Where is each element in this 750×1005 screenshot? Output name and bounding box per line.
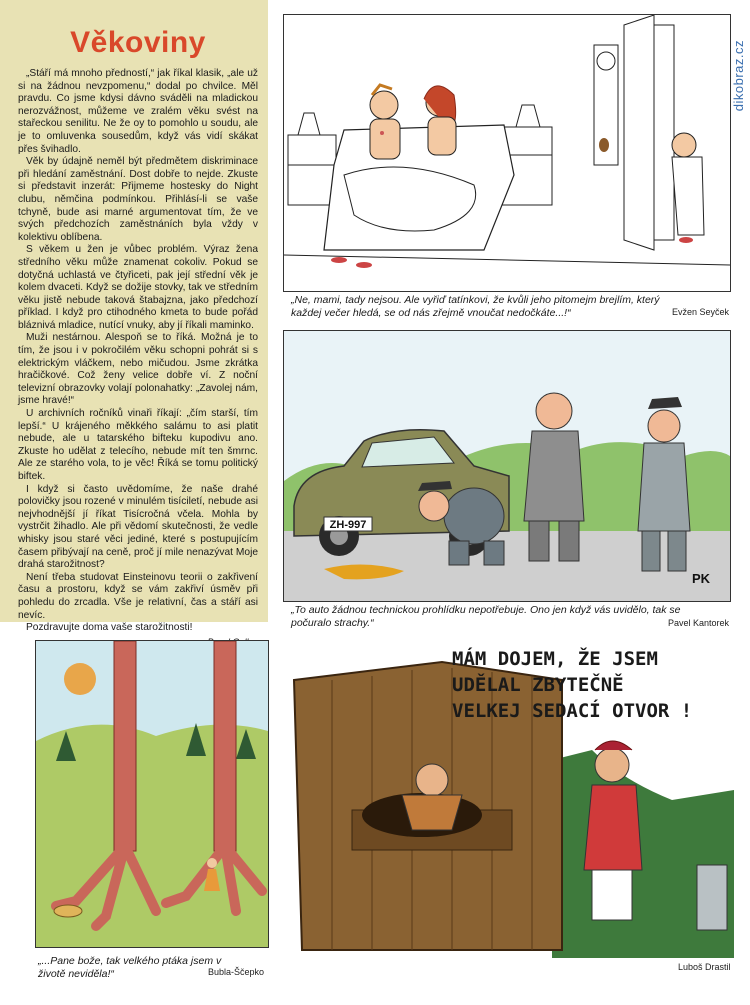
speech-line: VELKEJ SEDACÍ OTVOR ! — [452, 700, 693, 722]
cartoon-police-car — [283, 330, 731, 602]
speech-bubble — [452, 646, 734, 724]
bedroom-illustration — [284, 15, 730, 291]
article-title: Věkoviny — [70, 26, 206, 59]
cartoon-bedroom — [283, 14, 731, 292]
article-paragraph: Muži nestárnou. Alespoň se to říká. Možná je to tím, že jsou i v pokročilém věku schopni pohrát si s elektrickým vláčkem, nebo mičudou. Jsme zkrátka hračičkové. Což ženy velice dobře ví. Z noční televizní obrazovky volají polonahatky: „Zavolej nám, jsme hravé!“ — [18, 332, 258, 407]
article-paragraph: Věk by údajně neměl být předmětem diskriminace při hledání zaměstnání. Dost dobře to nejde. Zkuste si představit inzerát: Přijmeme hostesky do Night clubu, němčina podmínkou. Přihlásí-li se vaše tchyně, bude asi marné argumentovat tím, že ve svých předchozích zaměstnáních byla vždy v kolektivu oblíbena. — [18, 156, 258, 243]
cartoon-author: Evžen Seyček — [672, 307, 730, 317]
cartoon-bird-legs — [35, 640, 269, 948]
article-paragraph: Není třeba studovat Einsteinovu teorii o zakřivení času a prostoru, když se vám zakřiví úsměv při pohledu do zrcadla. Vše je relativní, čas a stáří asi nevíc. — [18, 571, 258, 621]
article-paragraph: I když si často uvědomíme, že naše drahé polovičky jsou rozené v minulém tisíciletí, nebude asi nejvhodnější jí říkat Tisícročná včela. Mohla by vystrčit žihadlo. Ale při vědomí skutečnosti, že vedle whisky jsou staré věci jediné, které s postupujícím časem přibývají na ceně, proč jí mile nenazývat Moje drahá starožitnost? — [18, 483, 258, 571]
speech-line: MÁM DOJEM, ŽE JSEM — [452, 648, 658, 670]
article-paragraph: U archivních ročníků vinaři říkají: „čím starší, tím lepší.“ U krájeného měkkého salámu to asi platit nebude, ale u tatarského bifteku kupodivu ano. Zkuste ho udělat z telecího, nebude mít ten šmrnc. Ale ze starého vola, to je věc! Říká se tomu politický biftek. — [18, 408, 258, 482]
article-paragraph: S věkem u žen je vůbec problém. Výraz žena středního věku může znamenat cokoliv. Pokud se dotyčná uchlastá ve čtyřiceti, pak její střední věk je kolem dvaceti. Když se dožije stovky, tak ve středním věku jistě nebude taková štabajzna, jako předchozí příklad. I když pro ctihodného kmeta to bude pořád bláznivá mladice, nutící vnuky, aby jí říkali maminko. — [18, 244, 258, 331]
article-column — [0, 0, 268, 634]
speech-line: UDĚLAL ZBYTEČNĚ — [452, 674, 624, 696]
bird-legs-illustration — [36, 641, 268, 947]
artist-signature: PK — [692, 571, 711, 586]
cartoon-author: Pavel Kantorek — [668, 618, 730, 628]
cartoon-author: Luboš Drastil — [678, 962, 731, 972]
police-car-illustration — [284, 331, 730, 601]
cartoon-outhouse — [292, 640, 734, 958]
cartoon-author: Bubla-Ščepko — [208, 967, 265, 977]
article-body — [18, 68, 258, 635]
license-plate: ZH-997 — [329, 519, 367, 531]
cartoon-caption: „Ne, mami, tady nejsou. Ale vyřiď tatínkovi, že kvůli jeho pitomejm brejlím, který každej večer hledá, se od nás zřejmě vnoučat nedočkáte...!“ — [291, 294, 660, 319]
article-paragraph: Pozdravujte doma vaše starožitnosti! — [26, 622, 193, 634]
site-watermark: dikobraz.cz — [731, 40, 746, 112]
cartoon-caption: „To auto žádnou technickou prohlídku nepotřebuje. Ono jen když vás uvidělo, tak se počuralo strachy.“ — [291, 604, 681, 629]
article-paragraph: „Stáří má mnoho předností,“ jak říkal klasik, „ale už si na žádnou nevzpomenu,“ dodal po chvilce. Měl pravdu. Co jsme kdysi dávno sváděli na mladickou nerozvážnost, můžeme ve zralém věku svést na stařeckou senilitu. Ne že oy to pomohlo u soudu, ale je to omluvenka sousedům, když vás vidí skákat přes švihadlo. — [18, 68, 258, 155]
cartoon-caption: „...Pane bože, tak velkého ptáka jsem v životě neviděla!“ — [38, 955, 222, 980]
